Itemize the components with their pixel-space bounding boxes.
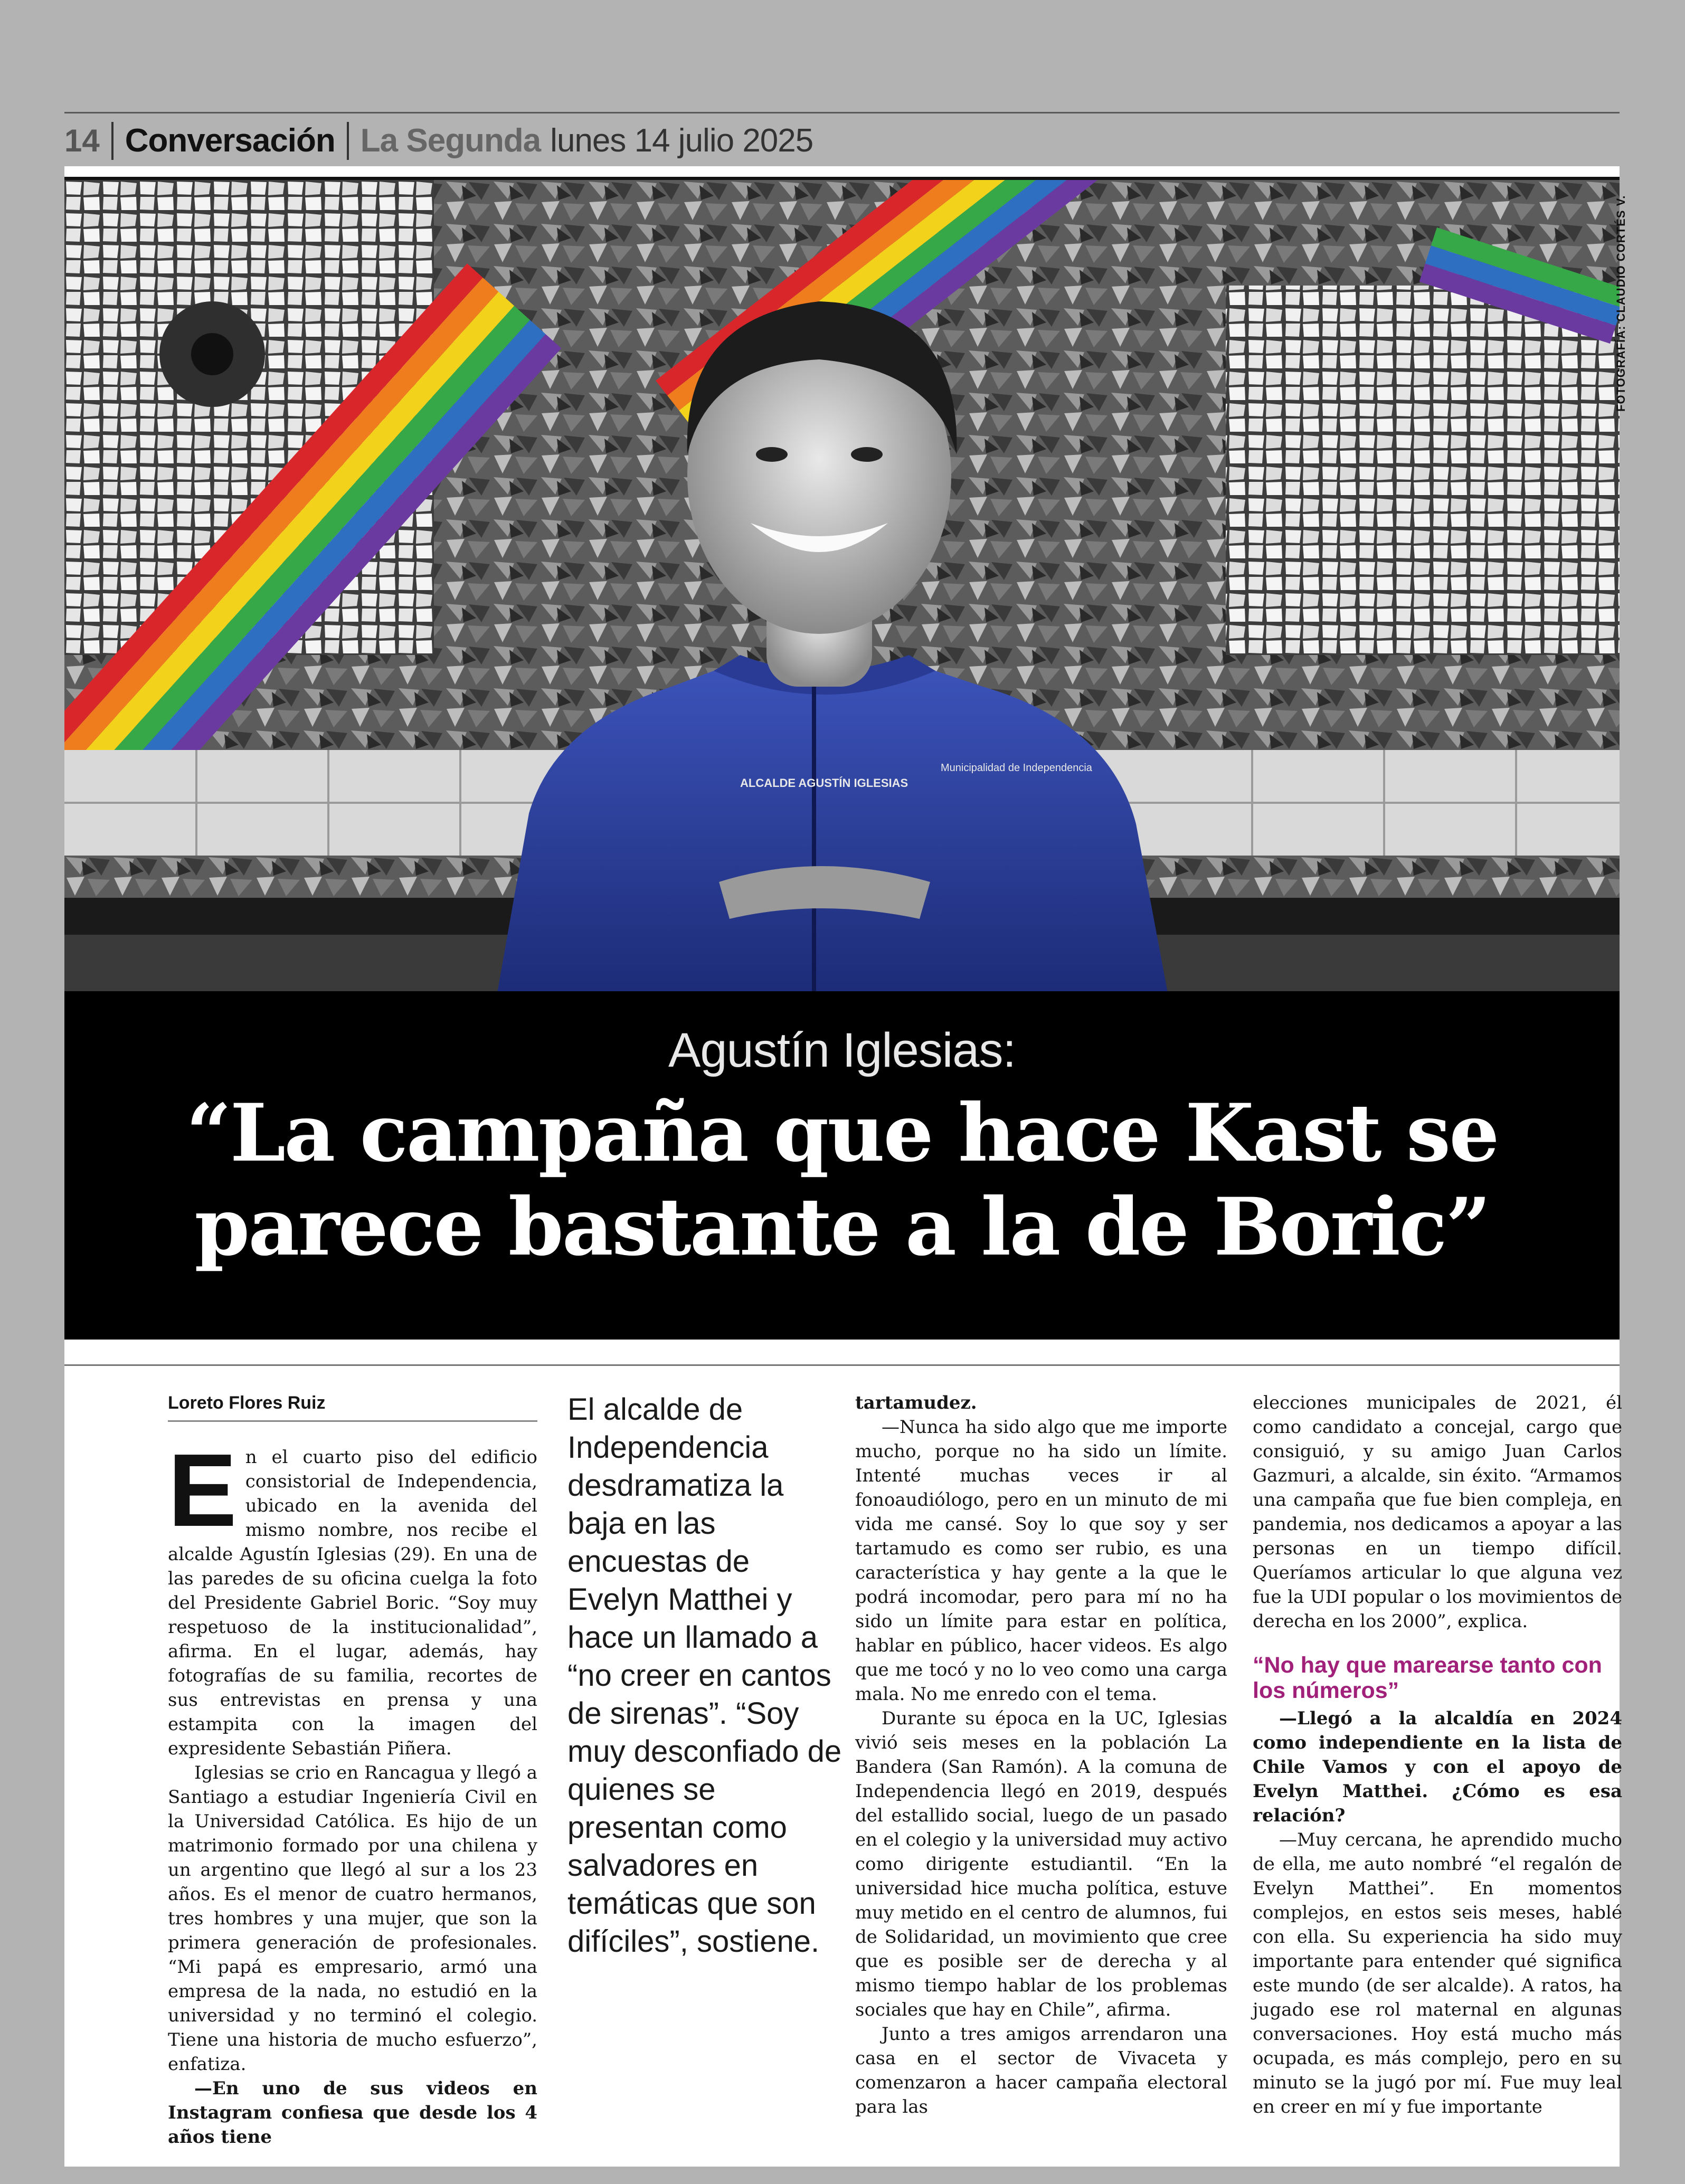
body-column-3 bbox=[855, 1391, 1227, 2119]
headline-kicker: Agustín Iglesias: bbox=[668, 1023, 1016, 1077]
paragraph: —Nunca ha sido algo que me importe mucho, porque no ha sido un límite. Intenté muchas veces ir al fonoaudiólogo, pero en un minuto de mi vida me cansé. Soy lo que soy y ser tartamudo es como ser rubio, es una característica y hay gente a la que le podrá incomodar, pero para mí no ha sido un límite para estar en política, hablar en público, hacer videos. Es algo que me tocó y no lo veo como una carga mala. No me enredo con el tema. bbox=[855, 1417, 1227, 1705]
paragraph: Junto a tres amigos arrendaron una casa en el sector de Vivaceta y comenzaron a hacer campaña electoral para las bbox=[855, 2024, 1227, 2117]
paragraph: elecciones municipales de 2021, él como candidato a concejal, cargo que consiguió, y su amigo Juan Carlos Gazmuri, a alcalde, sin éxito. “Armamos una campaña que fue bien compleja, en pandemia, nos dedicamos a apoyar a las personas en un tiempo difícil. Queríamos articular lo que alguna vez fue la UDI popular o los movimientos de derecha en los 2000”, explica. bbox=[1253, 1392, 1622, 1632]
body-column-4 bbox=[1253, 1391, 1622, 2119]
paragraph: Iglesias se crio en Rancagua y llegó a Santiago a estudiar Ingeniería Civil en la Universidad Católica. Es hijo de un matrimonio formado por una chilena y un argentino que llegó al sur a los 23 años. Es el menor de cuatro hermanos, tres hombres y una mujer, que son la primera generación de profesionales. “Mi papá es empresario, armó una empresa de la nada, no estudió en la universidad y no terminó el colegio. Tiene una historia de mucho esfuerzo”, enfatiza. bbox=[168, 1762, 537, 2075]
issue-date: lunes 14 julio 2025 bbox=[550, 122, 813, 159]
lead-photo bbox=[64, 177, 1620, 994]
publication-name: La Segunda bbox=[360, 122, 541, 159]
lead-paragraph bbox=[168, 1432, 537, 1761]
jacket-embroidery-right: Municipalidad de Independencia bbox=[941, 762, 1092, 774]
page-number: 14 bbox=[64, 122, 113, 160]
paragraph: Durante su época en la UC, Iglesias vivió seis meses en la población La Bandera (San Ramón). A la comuna de Independencia llegó en 2019, después del estallido social, luego de un pasado en el colegio y la universidad muy activo como dirigente estudiantil. “En la universidad hice mucha política, estuve muy metido en el centro de alumnos, fui de Solidaridad, un movimiento que cree que es posible ser de derecha y al mismo tiempo hablar de los problemas sociales que hay en Chile”, afirma. bbox=[855, 1708, 1227, 2020]
mosaic-portrait-illustration bbox=[64, 180, 1620, 994]
photo-credit: FOTOGRAFÍA: CLAUDIO CORTÉS V. bbox=[1614, 195, 1627, 412]
jacket-embroidery-left: ALCALDE AGUSTÍN IGLESIAS bbox=[740, 776, 908, 790]
question: —Llegó a la alcaldía en 2024 como independiente en la lista de Chile Vamos y con el apoyo de Evelyn Matthei. ¿Cómo es esa relación? bbox=[1253, 1708, 1622, 1826]
subheading: “No hay que marearse tanto con los números” bbox=[1253, 1653, 1602, 1703]
page-header bbox=[64, 112, 1620, 168]
section-name: Conversación bbox=[125, 122, 349, 160]
headline: “La campaña que hace Kast se parece bastante a la de Boric” bbox=[186, 1087, 1498, 1274]
lead-text: n el cuarto piso del edificio consistorial de Independencia, ubicado en la avenida del mismo nombre, nos recibe el alcalde Agustín Iglesias (29). En una de las paredes de su oficina cuelga la foto del Presidente Gabriel Boric. “Soy muy respetuoso de la institucionalidad”, afirma. En el lugar, además, hay fotografías de su familia, recortes de sus entrevistas en prensa y una estampita con la imagen del expresidente Sebastián Piñera. bbox=[168, 1447, 537, 1759]
body-column-1 bbox=[168, 1391, 537, 2149]
question-continued: tartamudez. bbox=[855, 1392, 977, 1413]
section-divider bbox=[64, 1364, 1620, 1366]
headline-box bbox=[64, 991, 1620, 1340]
byline: Loreto Flores Ruiz bbox=[168, 1391, 537, 1422]
deck: El alcalde de Independencia desdramatiza la baja en las encuestas de Evelyn Matthei y hace un llamado a “no creer en cantos de sirenas”. “Soy muy desconfiado de quienes se presentan como salvadores en temáticas que son difíciles”, sostiene. bbox=[567, 1392, 842, 1959]
paragraph: —Muy cercana, he aprendido mucho de ella, me auto nombré “el regalón de Evelyn Matthei”. En momentos complejos, en estos seis meses, hablé con ella. Su experiencia ha sido muy importante para entender qué significa este mundo (de ser alcalde). A ratos, ha jugado ese rol maternal en algunas conversaciones. Hoy está mucho más ocupada, es más complejo, pero en su minuto se la jugó por mí. Fue muy leal en creer en mí y fue importante bbox=[1253, 1829, 1622, 2117]
question: —En uno de sus videos en Instagram confiesa que desde los 4 años tiene bbox=[168, 2078, 537, 2148]
drop-cap: E bbox=[168, 1432, 237, 1548]
deck-column bbox=[567, 1391, 842, 1961]
